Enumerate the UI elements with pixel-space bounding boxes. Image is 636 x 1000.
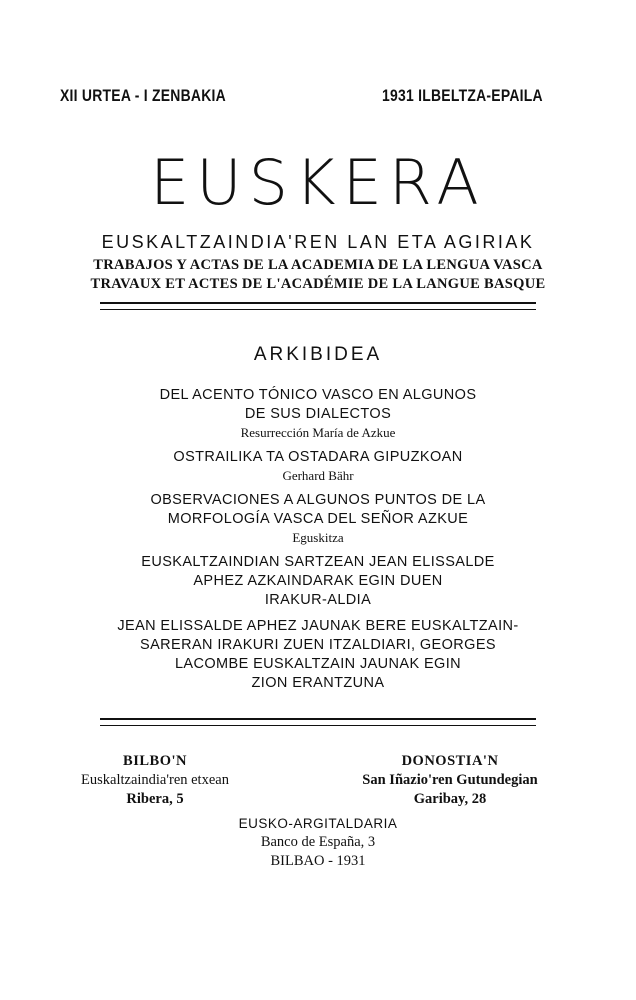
article-author: Resurrección María de Azkue <box>240 425 396 440</box>
top-rule-thick <box>100 302 536 304</box>
top-rule-thin <box>100 309 536 310</box>
article-entry <box>0 448 636 484</box>
article-entry <box>0 386 636 441</box>
issue-date: 1931 ILBELTZA-EPAILA <box>382 86 543 105</box>
article-title-line: MORFOLOGÍA VASCA DEL SEÑOR AZKUE <box>167 511 469 527</box>
address-place: Euskaltzaindia'ren etxean <box>81 772 229 788</box>
subtitle-spanish: TRABAJOS Y ACTAS DE LA ACADEMIA DE LA LENGUA VASCA <box>93 257 543 273</box>
article-entry <box>0 491 636 546</box>
contents-list <box>0 386 636 700</box>
contents-heading: ARKIBIDEA <box>253 344 383 365</box>
article-title-line: APHEZ AZKAINDARAK EGIN DUEN <box>193 573 443 589</box>
article-author: Eguskitza <box>292 530 344 545</box>
address-street: Ribera, 5 <box>126 791 184 807</box>
article-title-line: OBSERVACIONES A ALGUNOS PUNTOS DE LA <box>150 492 486 508</box>
article-author: Gerhard Bähr <box>282 468 354 483</box>
subtitle-french: TRAVAUX ET ACTES DE L'ACADÉMIE DE LA LANGUE BASQUE <box>90 276 546 292</box>
publisher-address: Banco de España, 3 <box>260 834 376 850</box>
address-place: San Iñazio'ren Gutundegian <box>362 772 538 788</box>
issue-number: XII URTEA - I ZENBAKIA <box>60 86 226 105</box>
article-title-line: DEL ACENTO TÓNICO VASCO EN ALGUNOS <box>159 387 477 403</box>
bottom-rule-thick <box>100 718 536 720</box>
article-title-line: DE SUS DIALECTOS <box>244 406 392 422</box>
article-title-line: LACOMBE EUSKALTZAIN JAUNAK EGIN <box>174 656 462 672</box>
article-entry <box>0 553 636 610</box>
publisher-name: EUSKO-ARGITALDARIA <box>238 816 398 831</box>
article-title-line: SARERAN IRAKURI ZUEN ITZALDIARI, GEORGES <box>140 637 496 653</box>
address-city: BILBO'N <box>123 753 187 769</box>
article-title-line: IRAKUR-ALDIA <box>264 592 372 608</box>
article-title-line: OSTRAILIKA TA OSTADARA GIPUZKOAN <box>173 449 463 465</box>
donostia-address <box>345 752 555 809</box>
address-street: Garibay, 28 <box>413 791 487 807</box>
bottom-rule-thin <box>100 725 536 726</box>
article-title-line: JEAN ELISSALDE APHEZ JAUNAK BERE EUSKALTZAIN- <box>117 618 519 634</box>
article-entry <box>0 617 636 693</box>
publisher-block <box>0 814 636 871</box>
journal-title: EUSKERA <box>150 146 486 219</box>
publisher-city-year: BILBAO - 1931 <box>270 853 366 869</box>
article-title-line: ZION ERANTZUNA <box>251 675 385 691</box>
address-city: DONOSTIA'N <box>401 753 499 769</box>
subtitle-basque: EUSKALTZAINDIA'REN LAN ETA AGIRIAK <box>101 232 535 252</box>
bilbao-address <box>50 752 260 809</box>
article-title-line: EUSKALTZAINDIAN SARTZEAN JEAN ELISSALDE <box>141 554 495 570</box>
